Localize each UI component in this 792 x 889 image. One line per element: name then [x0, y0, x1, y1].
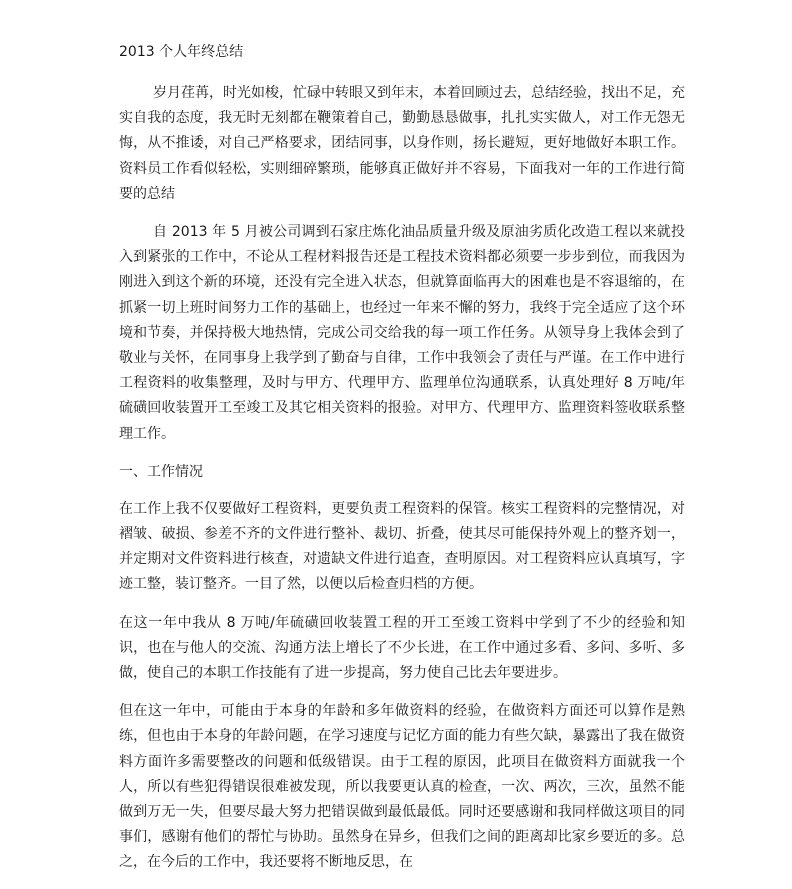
records-management-paragraph: 在工作上我不仅要做好工程资料，更要负责工程资料的保管。核实工程资料的完整情况，对褶皱、破损、参差不齐的文件进行整补、裁切、折叠，使其尽可能保持外观上的整齐划一，并定期对文件资料进行核查，对遗缺文件进行追查，查明原因。对工程资料应认真填写，字迹工整，装订整齐。一目了然，以便以后检查归档的方便。 [119, 500, 685, 593]
experience-paragraph: 在这一年中我从 8 万吨/年硫磺回收装置工程的开工至竣工资料中学到了不少的经验和知识，也在与他人的交流、沟通方法上增长了不少长进，在工作中通过多看、多问、多听、多做，使自己的本职工作技能有了进一步提高，努力使自己比去年要进步。 [119, 614, 685, 682]
document-title: 2013 个人年终总结 [119, 44, 244, 60]
shortcomings-paragraph: 但在这一年中，可能由于本身的年龄和多年做资料的经验，在做资料方面还可以算作是熟练，但也由于本身的年龄问题，在学习速度与记忆方面的能力有些欠缺，暴露出了我在做资料方面许多需要整改的问题和低级错误。由于工程的原因，此项目在做资料方面就我一个人，所以有些犯得错误很难被发现，所以我要更认真的检查，一次、两次，三次，虽然不能做到万无一失，但要尽最大努力把错误做到最低最低。同时还要感谢和我同样做这项目的同事们，感谢有他们的帮忙与协助。虽然身在异乡，但我们之间的距离却比家乡要近的多。总之，在今后的工作中，我还要将不断地反思，在 [119, 703, 685, 871]
intro-paragraph: 岁月荏苒，时光如梭，忙碌中转眼又到年末，本着回顾过去，总结经验，找出不足，充实自我的态度，我无时无刻都在鞭策着自己，勤勤恳恳做事，扎扎实实做人，对工作无怨无悔，从不推诿，对自己严格要求，团结同事，以身作则，扬长避短，更好地做好本职工作。资料员工作看似轻松，实则细碎繁琐，能够真正做好并不容易，下面我对一年的工作进行简要的总结 [119, 85, 685, 202]
document-page [119, 40, 685, 889]
assignment-paragraph: 自 2013 年 5 月被公司调到石家庄炼化油品质量升级及原油劣质化改造工程以来就投入到紧张的工作中，不论从工程材料报告还是工程技术资料都必须要一步步到位，而我因为刚进入到这个新的环境，还没有完全进入状态，但就算面临再大的困难也是不容退缩的，在抓紧一切上班时间努力工作的基础上，也经过一年来不懈的努力，我终于完全适应了这个环境和节奏，并保持极大地热情，完成公司交给我的每一项工作任务。从领导身上我体会到了敬业与关怀，在同事身上我学到了勤奋与自律，工作中我领会了责任与严谨。在工作中进行工程资料的收集整理，及时与甲方、代理甲方、监理单位沟通联系，认真处理好 8 万吨/年硫磺回收装置开工至竣工及其它相关资料的报验。对甲方、代理甲方、监理资料签收联系整理工作。 [119, 224, 685, 442]
section-heading-work-status: 一、工作情况 [119, 463, 203, 480]
